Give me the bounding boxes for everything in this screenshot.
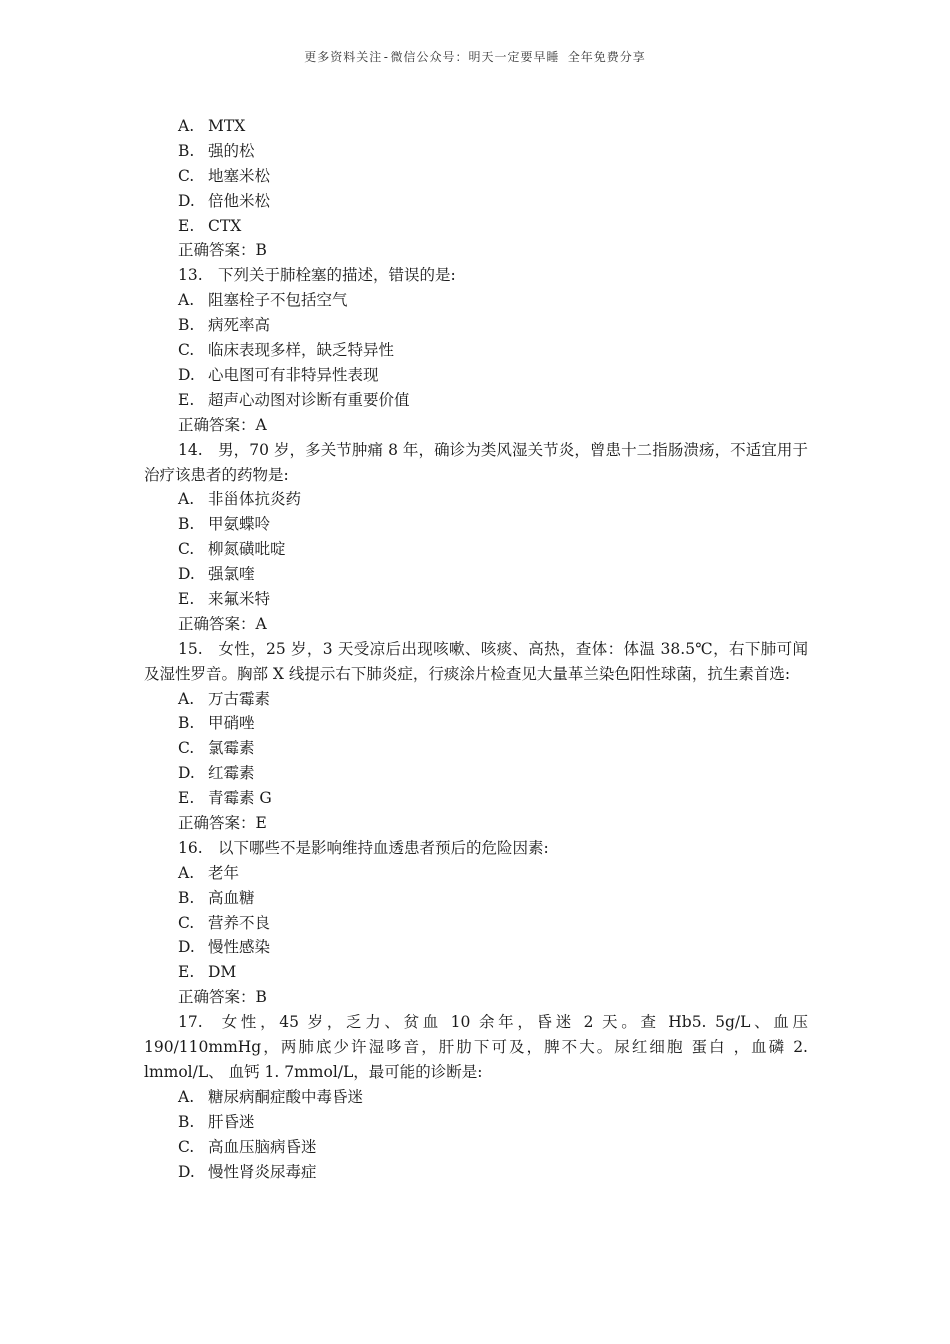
option-e: E. 来氟米特: [178, 589, 271, 608]
option-c: C. 地塞米松: [178, 166, 271, 185]
option-a: A. MTX: [178, 117, 246, 135]
option-a: A. 非甾体抗炎药: [178, 490, 302, 509]
question-17: [144, 1010, 808, 1184]
option-d: D. 倍他米松: [178, 191, 271, 210]
question-stem: 15. 女性，25 岁，3 天受凉后出现咳嗽、咳痰、高热，查体：体温 38.5℃，右下肺可闻及湿性罗音。胸部 X 线提示右下肺炎症，行痰涂片检查见大量革兰染色阳性球菌，抗生素首选:: [144, 639, 808, 683]
option-a: A. 老年: [178, 863, 240, 882]
option-b: B. 强的松: [178, 141, 255, 160]
option-e: E. 青霉素 G: [178, 789, 272, 808]
option-c: C. 高血压脑病昏迷: [178, 1137, 317, 1156]
option-a: A. 糖尿病酮症酸中毒昏迷: [178, 1087, 364, 1106]
option-d: D. 慢性感染: [178, 938, 271, 957]
lead-options: [144, 114, 808, 263]
option-b: B. 病死率高: [178, 316, 271, 335]
question-stem: 17. 女性，45 岁，乏力、贫血 10 余年，昏迷 2 天。查 Hb5. 5g/L、血压 190/110mmHg，两肺底少许湿哆音，肝肋下可及，脾不大。尿红细胞 蛋白 ，血磷 2. lmmol/L、 血钙 1. 7mmol/L，最可能的诊断是:: [144, 1013, 808, 1081]
option-c: C. 营养不良: [178, 913, 271, 932]
option-b: B. 甲氨蝶呤: [178, 515, 271, 534]
question-stem: 14. 男，70 岁，多关节肿痛 8 年，确诊为类风湿关节炎，曾患十二指肠溃疡，不适宜用于治疗该患者的药物是:: [144, 440, 808, 484]
question-stem: 16. 以下哪些不是影响维持血透患者预后的危险因素:: [178, 838, 549, 857]
correct-answer: 正确答案：B: [178, 241, 267, 260]
option-e: E. 超声心动图对诊断有重要价值: [178, 390, 410, 409]
correct-answer: 正确答案：A: [178, 614, 267, 633]
option-a: A. 万古霉素: [178, 689, 271, 708]
option-d: D. 心电图可有非特异性表现: [178, 365, 379, 384]
option-e: E. DM: [178, 963, 237, 982]
option-c: C. 柳氮磺吡啶: [178, 540, 286, 559]
option-c: C. 临床表现多样，缺乏特异性: [178, 341, 395, 360]
question-stem: 13. 下列关于肺栓塞的描述，错误的是:: [178, 266, 456, 285]
document-body: [144, 114, 808, 1184]
option-a: A. 阻塞栓子不包括空气: [178, 291, 348, 310]
option-b: B. 高血糖: [178, 888, 255, 907]
option-b: B. 肝昏迷: [178, 1112, 255, 1131]
correct-answer: 正确答案：E: [178, 814, 267, 833]
question-14: [144, 438, 808, 637]
option-b: B. 甲硝唑: [178, 714, 255, 733]
question-16: [144, 836, 808, 1010]
option-d: D. 强氯喹: [178, 565, 255, 584]
option-e: E. CTX: [178, 216, 242, 235]
option-d: D. 慢性肾炎尿毒症: [178, 1162, 317, 1181]
option-c: C. 氯霉素: [178, 739, 255, 758]
correct-answer: 正确答案：B: [178, 988, 267, 1007]
page-header: 更多资料关注-微信公众号：明天一定要早睡 全年免费分享: [304, 50, 646, 64]
correct-answer: 正确答案：A: [178, 415, 267, 434]
option-d: D. 红霉素: [178, 764, 255, 783]
question-15: [144, 637, 808, 836]
question-13: [144, 263, 808, 437]
